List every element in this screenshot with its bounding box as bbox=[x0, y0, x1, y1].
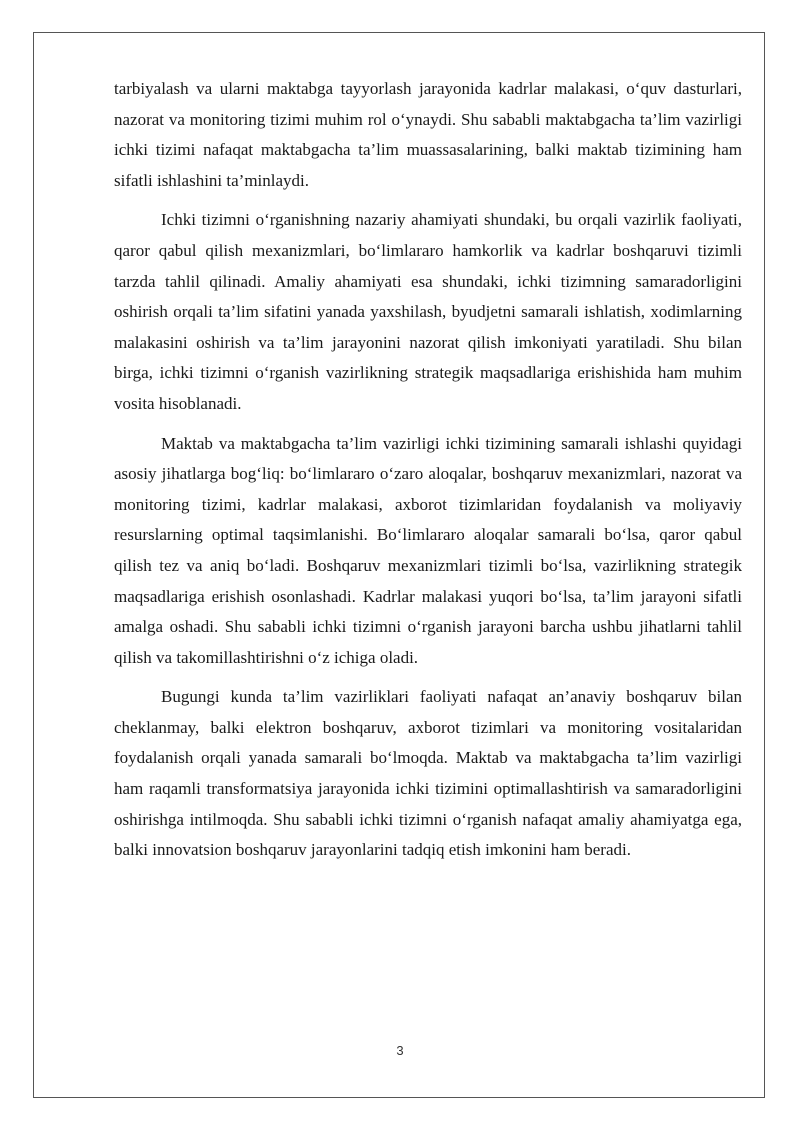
paragraph-4: Bugungi kunda ta’lim vazirliklari faoliyati nafaqat an’anaviy boshqaruv bilan cheklanmay, balki elektron boshqaruv, axborot tizimlari va monitoring vositalaridan foydalanish orqali yanada samarali bo‘lmoqda. Maktab va maktabgacha ta’lim vazirligi ham raqamli transformatsiya jarayonida ichki tizimini optimallashtirish va samaradorligini oshirishga intilmoqda. Shu sababli ichki tizimni o‘rganish nafaqat amaliy ahamiyatga ega, balki innovatsion boshqaruv jarayonlarini tadqiq etish imkonini ham beradi. bbox=[114, 687, 742, 860]
paragraph-2: Ichki tizimni o‘rganishning nazariy ahamiyati shundaki, bu orqali vazirlik faoliyati, qaror qabul qilish mexanizmlari, bo‘limlararo hamkorlik va kadrlar boshqaruvi tizimli tarzda tahlil qilinadi. Amaliy ahamiyati esa shundaki, ichki tizimning samaradorligini oshirish orqali ta’lim sifatini yanada yaxshilash, byudjetni samarali ishlatish, xodimlarning malakasini oshirish va ta’lim jarayonini nazorat qilish imkoniyati yaratiladi. Shu bilan birga, ichki tizimni o‘rganish vazirlikning strategik maqsadlariga erishishida ham muhim vosita hisoblanadi. bbox=[114, 210, 742, 413]
page-number: 3 bbox=[396, 1043, 404, 1058]
paragraph-1: tarbiyalash va ularni maktabga tayyorlash jarayonida kadrlar malakasi, o‘quv dasturlari, nazorat va monitoring tizimi muhim rol o‘ynaydi. Shu sababli maktabgacha ta’lim vazirligi ichki tizimi nafaqat maktabgacha ta’lim muassasalarining, balki maktab tizimining ham sifatli ishlashini ta’minlaydi. bbox=[114, 79, 742, 190]
document-body bbox=[114, 74, 742, 875]
paragraph-3: Maktab va maktabgacha ta’lim vazirligi ichki tizimining samarali ishlashi quyidagi asosiy jihatlarga bog‘liq: bo‘limlararo o‘zaro aloqalar, boshqaruv mexanizmlari, nazorat va monitoring tizimi, kadrlar malakasi, axborot tizimlaridan foydalanish va moliyaviy resurslarning optimal taqsimlanishi. Bo‘limlararo aloqalar samarali bo‘lsa, qaror qabul qilish tez va aniq bo‘ladi. Boshqaruv mexanizmlari tizimli bo‘lsa, vazirlikning strategik maqsadlariga erishish osonlashadi. Kadrlar malakasi yuqori bo‘lsa, ta’lim jarayoni sifatli amalga oshadi. Shu sababli ichki tizimni o‘rganish jarayoni barcha ushbu jihatlarni tahlil qilish va takomillashtirishni o‘z ichiga oladi. bbox=[114, 433, 742, 667]
